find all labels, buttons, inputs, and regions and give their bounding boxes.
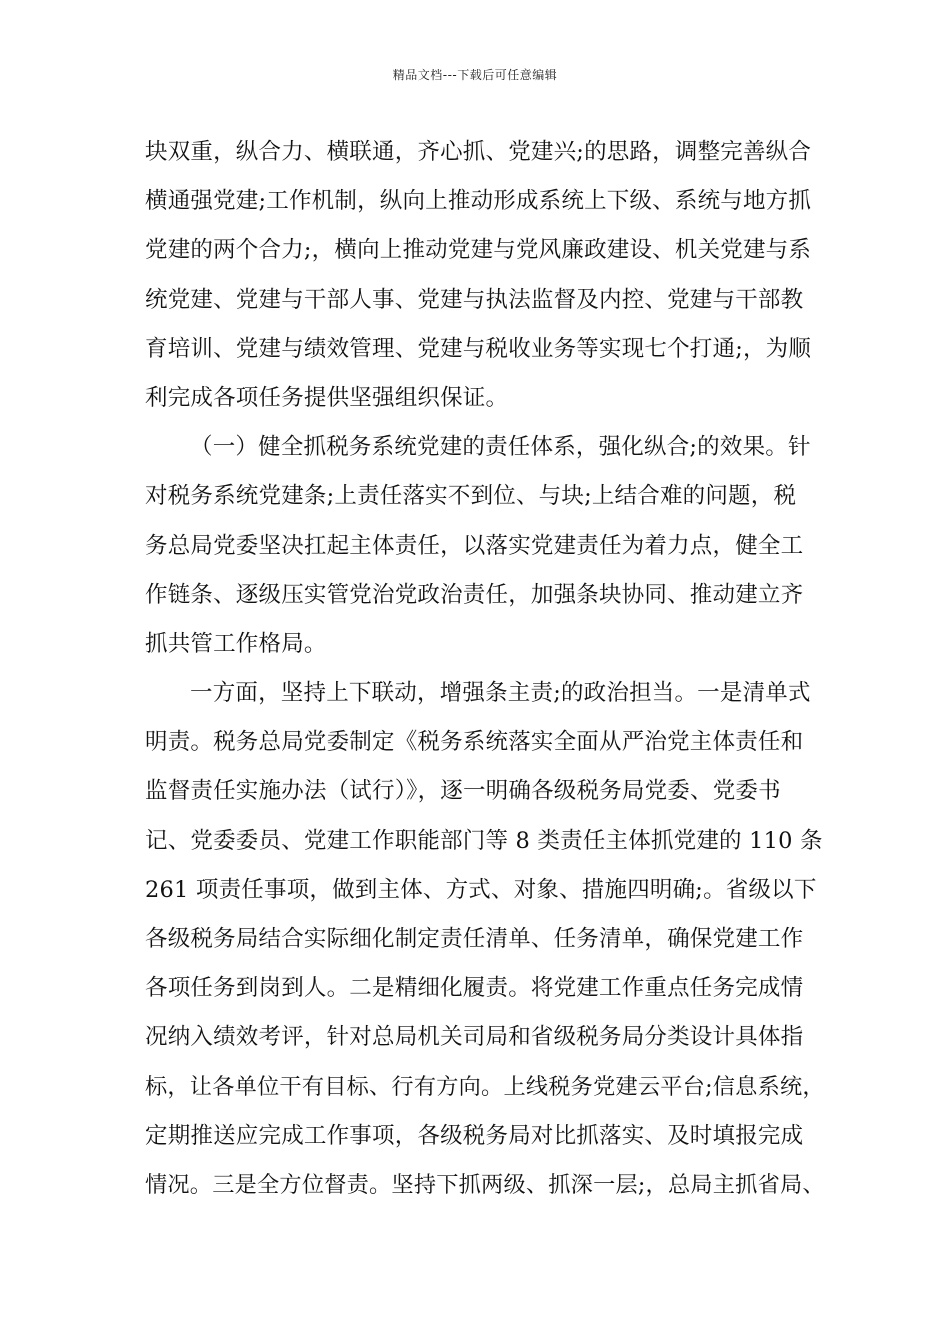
text-line: 务总局党委坚决扛起主体责任，以落实党建责任为着力点，健全工 (145, 532, 804, 559)
document-body (145, 128, 825, 1210)
text-line: 况纳入绩效考评，针对总局机关司局和省级税务局分类设计具体指 (145, 1024, 804, 1051)
text-line: 各项任务到岗到人。二是精细化履责。将党建工作重点任务完成情 (145, 975, 804, 1002)
text-line: 块双重，纵合力、横联通，齐心抓、党建兴;的思路，调整完善纵合 (145, 139, 812, 165)
text-line: 利完成各项任务提供坚强组织保证。 (145, 384, 509, 411)
text-line: 抓共管工作格局。 (145, 630, 327, 657)
text-line: 各级税务局结合实际细化制定责任清单、任务清单，确保党建工作 (145, 926, 804, 952)
text-line: 横通强党建;工作机制，纵向上推动形成系统上下级、系统与地方抓 (145, 188, 812, 215)
text-line-indented: 一方面，坚持上下联动，增强条主责;的政治担当。一是清单式 (190, 680, 811, 707)
text-line: 党建的两个合力;，横向上推动党建与党风廉政建设、机关党建与系 (145, 237, 812, 264)
text-line-indented: （一）健全抓税务系统党建的责任体系，强化纵合;的效果。针 (190, 434, 811, 461)
text-line: 育培训、党建与绩效管理、党建与税收业务等实现七个打通;，为顺 (145, 335, 812, 362)
text-line: 监督责任实施办法（试行）》，逐一明确各级税务局党委、党委书 (145, 778, 781, 805)
text-line: 定期推送应完成工作事项，各级税务局对比抓落实、及时填报完成 (145, 1122, 804, 1149)
text-line: 记、党委委员、党建工作职能部门等 8 类责任主体抓党建的 110 条 (145, 827, 823, 854)
text-line: 261 项责任事项，做到主体、方式、对象、措施四明确;。省级以下 (145, 876, 817, 903)
page-header: 精品文档---下载后可任意编辑 (392, 68, 558, 82)
text-line: 统党建、党建与干部人事、党建与执法监督及内控、党建与干部教 (145, 286, 804, 313)
text-line: 作链条、逐级压实管党治党政治责任，加强条块协同、推动建立齐 (145, 581, 804, 608)
text-line: 明责。税务总局党委制定《税务系统落实全面从严治党主体责任和 (145, 729, 804, 756)
text-line: 对税务系统党建条;上责任落实不到位、与块;上结合难的问题，税 (145, 483, 797, 510)
text-line: 情况。三是全方位督责。坚持下抓两级、抓深一层;，总局主抓省局、 (145, 1171, 825, 1198)
text-line: 标，让各单位干有目标、行有方向。上线税务党建云平台;信息系统， (145, 1073, 825, 1100)
